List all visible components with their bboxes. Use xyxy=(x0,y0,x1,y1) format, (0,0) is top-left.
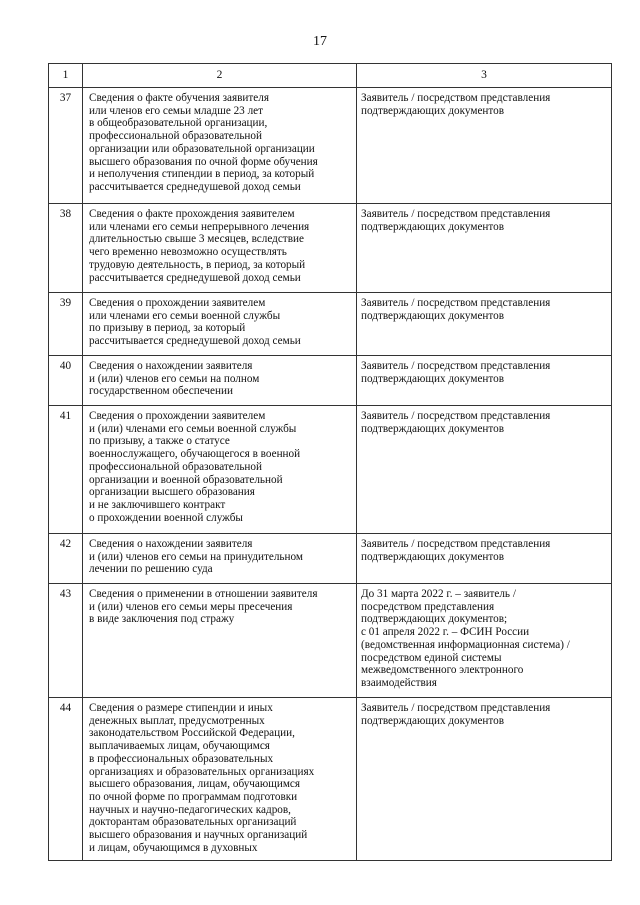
row-source: Заявитель / посредством представления подтверждающих документов xyxy=(361,702,551,727)
row-number-cell xyxy=(49,293,83,356)
table-row xyxy=(49,698,612,861)
row-description: Сведения о факте прохождения заявителем или членами его семьи непрерывного лечения длительностью свыше 3 месяцев, вследствие чего временно невозможно осуществлять трудовую деятельность, в период, за который рассчитывается среднедушевой доход семьи xyxy=(89,208,310,284)
source-cell xyxy=(357,584,612,698)
row-number-cell xyxy=(49,356,83,406)
row-number-cell xyxy=(49,204,83,293)
row-source: Заявитель / посредством представления подтверждающих документов xyxy=(361,297,551,322)
row-number: 39 xyxy=(59,297,72,309)
source-cell xyxy=(357,88,612,204)
row-number-cell xyxy=(49,406,83,534)
table-row xyxy=(49,88,612,204)
table-row xyxy=(49,584,612,698)
row-number-cell xyxy=(49,88,83,204)
table-row xyxy=(49,204,612,293)
row-description: Сведения о размере стипендии и иных денежных выплат, предусмотренных законодательством Российской Федерации, выплачиваемых лицам, обучающимся в профессиональных образовательных организациях и образовательных организациях высшего образования, лицам, обучающимся по очной форме по программам подготовки научных и научно-педагогических кадров, докторантам образовательных организаций высшего образования и научных организаций и лицам, обучающимся в духовных xyxy=(89,702,315,854)
row-number: 38 xyxy=(59,208,72,220)
column-header-2: 2 xyxy=(83,64,357,88)
row-number: 43 xyxy=(59,588,72,600)
description-cell xyxy=(83,584,357,698)
row-number-cell xyxy=(49,698,83,861)
row-number-cell xyxy=(49,584,83,698)
description-cell xyxy=(83,698,357,861)
row-description: Сведения о прохождении заявителем или членами его семьи военной службы по призыву в период, за который рассчитывается среднедушевой доход семьи xyxy=(89,297,301,348)
row-number: 41 xyxy=(59,410,72,422)
row-description: Сведения о нахождении заявителя и (или) членов его семьи на полном государственном обеспечении xyxy=(89,360,260,398)
row-source: Заявитель / посредством представления подтверждающих документов xyxy=(361,360,551,385)
row-source: До 31 марта 2022 г. – заявитель / посредством представления подтверждающих документов; с 01 апреля 2022 г. – ФСИН России (ведомственная информационная система) / посредством единой системы межведомственного электронного взаимодействия xyxy=(361,588,570,689)
row-source: Заявитель / посредством представления подтверждающих документов xyxy=(361,538,551,563)
row-number: 37 xyxy=(59,92,72,104)
row-source: Заявитель / посредством представления подтверждающих документов xyxy=(361,92,551,117)
source-cell xyxy=(357,356,612,406)
description-cell xyxy=(83,356,357,406)
source-cell xyxy=(357,534,612,584)
row-number: 44 xyxy=(59,702,72,714)
page-number: 17 xyxy=(313,34,327,49)
source-cell xyxy=(357,406,612,534)
source-cell xyxy=(357,204,612,293)
table-row xyxy=(49,534,612,584)
description-cell xyxy=(83,293,357,356)
table-row xyxy=(49,356,612,406)
column-header-3: 3 xyxy=(357,64,612,88)
row-source: Заявитель / посредством представления подтверждающих документов xyxy=(361,410,551,435)
row-number: 42 xyxy=(59,538,72,550)
row-description: Сведения о прохождении заявителем и (или) членами его семьи военной службы по призыву, а также о статусе военнослужащего, обучающегося в военной профессиональной образовательной организации и военной образовательной организации высшего образования и не заключившего контракт о прохождении военной службы xyxy=(89,410,301,524)
source-cell xyxy=(357,293,612,356)
description-cell xyxy=(83,204,357,293)
row-source: Заявитель / посредством представления подтверждающих документов xyxy=(361,208,551,233)
source-cell xyxy=(357,698,612,861)
row-description: Сведения о применении в отношении заявителя и (или) членов его семьи меры пресечения в виде заключения под стражу xyxy=(89,588,318,626)
row-number-cell xyxy=(49,534,83,584)
table-row xyxy=(49,406,612,534)
description-cell xyxy=(83,534,357,584)
table-row xyxy=(49,293,612,356)
description-cell xyxy=(83,406,357,534)
table-header-row xyxy=(49,64,612,88)
row-number: 40 xyxy=(59,360,72,372)
row-description: Сведения о нахождении заявителя и (или) членов его семьи на принудительном лечении по решению суда xyxy=(89,538,303,576)
documents-table xyxy=(48,63,612,861)
row-description: Сведения о факте обучения заявителя или членов его семьи младше 23 лет в общеобразовательной организации, профессиональной образовательной организации или образовательной организации высшего образования по очной форме обучения и неполучения стипендии в период, за который рассчитывается среднедушевой доход семьи xyxy=(89,92,318,193)
column-header-1: 1 xyxy=(49,64,83,88)
description-cell xyxy=(83,88,357,204)
